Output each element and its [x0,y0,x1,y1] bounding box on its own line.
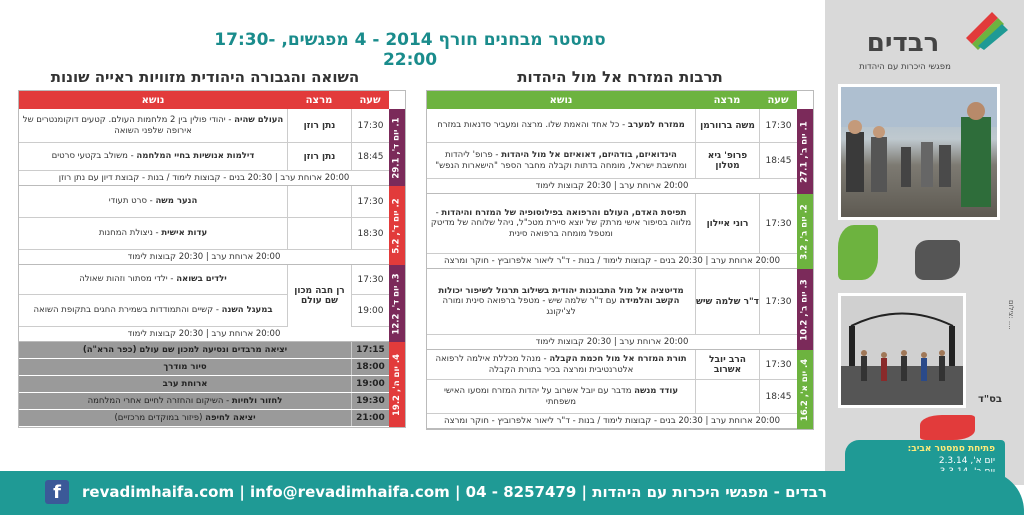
books-logo-icon [962,8,1010,50]
rows-col [427,269,797,335]
header-time: שעה [351,91,389,109]
day-body [19,109,389,186]
photo-auschwitz-gate [838,293,966,408]
topic-bold: ממזרח למערב [627,120,685,131]
cell-lecturer: רוני איילון [695,194,759,253]
day-body [19,265,389,342]
day-label-text: 2. יום ב', 3.2 [799,203,810,260]
cell-time: 19:00 [351,295,389,326]
day-body [427,350,797,429]
topic-text: תפיסת האדם, העולם והרפואה בפילוסופיה של המזרח והיהדות - מלווה בסיפור אישי מרתק של יוצא סיירת מטכ"ל, ניהל שלוחה של מדיטק ומטפל מומחה ברפואה סינית [430,207,692,239]
day-block [427,350,813,429]
table-row [427,269,797,335]
dinner-row: 20:00 ארוחת ערב | 20:30 בנים - קבוצות לימוד / בנות - ד"ר ליאור אלפרוביץ - חוקר ומרצה [427,254,797,269]
table-row [427,380,797,414]
topic-bold: עודד מנשה [634,385,678,396]
table-row [19,410,389,427]
opening-line: יום א', 2.3.14 [938,455,995,466]
topic-bold: הינדואיזם, בודהיזם, דאואיזם אל מול היהדות [501,149,677,160]
table-row [19,143,389,171]
day-body [427,194,797,269]
schedule-table-holocaust [18,90,406,428]
day-block [19,109,405,186]
day-label-text: 2. יום ד', 5.2 [391,197,402,254]
cell-lecturer [695,380,759,413]
dinner-row: 20:00 ארוחת ערב | 20:30 קבוצות לימוד [19,250,389,265]
header-topic: נושא [19,91,287,109]
cell-topic [427,143,695,178]
cell-topic [19,376,351,392]
cell-time: 17:30 [351,186,389,217]
rows-col [427,109,797,179]
topic-text: ילדים בשואה - ילדי מסתור וזהות שאולה [79,274,227,285]
table-row [19,393,389,410]
cell-time: 17:30 [759,194,797,253]
cell-time: 18:45 [759,380,797,413]
cell-time: 17:30 [759,109,797,142]
topic-bold: מדיטציה אל מול התבוננות יהודית בשילוב תרגול לשיפור יכולות הקשב והלמידה [438,285,684,307]
opening-title: פתיחת סמסטר אביב: [907,444,995,454]
topic-text: הינדואיזם, בודהיזם, דאואיזם אל מול היהדות - פרופ' ליהדות ומחשבת ישראל, מומחה בדתות וקבלה מחבר הספר "הישארות הנפש" [435,149,687,171]
topic-text: הנער משה - סרט תעודי [108,196,198,207]
logo-tagline: מפגשי היכרות עם היהדות [859,62,951,72]
rows-col [19,109,389,171]
day-label-text: 3. יום ד', 12.2 [392,272,402,335]
table-row [427,350,797,380]
header-day [797,91,813,109]
day-label-text: 4. יום א', 16.2 [800,358,810,421]
dinner-row: 20:00 ארוחת ערב | 20:30 בנים - קבוצות לימוד / בנות - קבוצת דיון עם נתן רוזן [19,171,389,186]
page-title: סמסטר מבחנים חורף 2014 - 4 מפגשים, 17:30-22:00 [214,30,606,70]
day-label [389,265,405,342]
topic-text: תורת המזרח אל מול חכמת הקבלה - מנהל מכללת אילמה לרפואה אלטרנטיבית ומרצה בכיר בתורת הקבלה [435,353,687,375]
day-label-text: 3. יום ב', 10.2 [800,278,810,341]
header-lecturer: מרצה [695,91,759,109]
day-block [19,186,405,265]
topic-bold: לחזור ולחיות [231,395,283,406]
cell-topic [19,359,351,375]
day-label [797,350,813,429]
cell-time: 17:30 [351,109,389,142]
cell-lecturer: נתן רוזן [287,143,351,170]
cell-time: 21:00 [351,410,389,426]
deco-shape-red [920,415,975,440]
dinner-row: 20:00 ארוחת ערב | 20:30 קבוצות לימוד [427,335,797,350]
day-block [427,269,813,350]
day-block [19,265,405,342]
dinner-row: 20:00 ארוחת ערב | 20:30 בנים - קבוצות לימוד / בנות - ד"ר ליאור אלפרוביץ - חוקר ומרצה [427,414,797,429]
day-body [427,269,797,350]
cell-time: 17:15 [351,342,389,358]
cell-time: 18:00 [351,359,389,375]
day-rows [427,194,797,254]
table-header [427,91,813,109]
cell-topic [427,269,695,334]
day-label [797,194,813,269]
photo-credit: צילום: .... [1007,300,1015,330]
table-header [19,91,405,109]
rows-col [19,186,389,250]
cell-time: 18:45 [759,143,797,178]
day-label [389,109,405,186]
cell-time: 17:30 [759,269,797,334]
logo: רבדים [866,28,940,58]
table-row [19,186,389,218]
day-rows [427,350,797,414]
topic-text: סיור מודרך [163,361,207,372]
schedule-table-east [426,90,814,430]
right-column-title: תרבות המזרח אל מול היהדות [517,68,723,86]
table-row [19,218,389,250]
cell-lecturer: פרופ' גיא מטלון [695,143,759,178]
cell-topic [19,265,287,294]
cell-time: 18:45 [351,143,389,170]
topic-bold: תורת המזרח אל מול חכמת הקבלה [549,353,687,364]
topic-bold: עדות אישית [161,228,208,239]
table-row [19,342,389,359]
day-label-text: 1. יום ד', 29.1 [392,116,402,179]
table-row [427,194,797,254]
topic-bold: יציאה לחיפה [205,412,256,423]
day-block [19,342,405,427]
topic-text: ממזרח למערב - כל אחד והאמת שלו. מרצה ומעביר סדנאות במזרח [437,120,685,131]
topic-bold: במעגל השנה [221,305,273,316]
day-label [389,186,405,265]
cell-topic [19,109,287,142]
table-row [19,109,389,143]
header-day [389,91,405,109]
cell-lecturer: נתן רוזן [287,109,351,142]
day-rows [19,186,389,250]
topic-text: העולם שהיה - יהודי פולין בין 2 מלחמות העולם. קטעים דוקומנטרים של אירופה שלפני השואה [22,114,284,136]
table-row [427,143,797,179]
dinner-row: 20:00 ארוחת ערב | 20:30 קבוצות לימוד [19,327,389,342]
topic-text: במעגל השנה - קשיים והתמודדות בשמירת החגים בתקופת השואה [33,305,273,316]
topic-bold: העולם שהיה [234,114,284,125]
cell-topic [427,194,695,253]
day-rows [427,109,797,179]
cell-lecturer-merged: רן חבה מכון שם עולם [287,265,351,327]
topic-text: עדות אישית - ניצולת המחנות [98,228,208,239]
rows-col [427,194,797,254]
cell-lecturer [287,218,351,249]
topic-bold: ילדים בשואה [176,274,227,285]
topic-text: יציאה מרבדים ונסיעה למכון שם עולם (כפר הרא"ה) [82,344,288,355]
day-label [389,342,405,427]
topic-bold: דילמות אנושיות בחיי המלחמה [136,151,255,162]
topic-text: לחזור ולחיות - השיקום והחזרה לחיים אחרי המלחמה [87,395,283,406]
cell-topic [19,342,351,358]
topic-text: עודד מנשה מדבר עם יובל אשרוב על יהדות המזרח ומסעו האישי משפחתי [444,385,678,407]
left-column-title: השואה והגבורה היהודית מזוויות ראייה שונות [50,68,360,86]
day-body [427,109,797,194]
topic-text: מדיטציה אל מול התבוננות יהודית בשילוב תרגול לשיפור יכולות הקשב והלמידה עם ד"ר שלמה שיש - מטפל ברפואה סינית ומורה לצ'יקונג [438,285,684,317]
topic-bold: הנער משה [155,196,198,207]
cell-topic [427,350,695,379]
cell-time: 18:30 [351,218,389,249]
cell-lecturer: משה ברוורמן [695,109,759,142]
cell-time: 17:30 [351,265,389,294]
topic-text: יציאה לחיפה (פיזור במוקדים מרכזיים) [114,412,256,423]
cell-topic [19,143,287,170]
photo-group-outdoor [838,84,1000,220]
cell-lecturer [287,186,351,217]
day-body [19,342,389,427]
table-row [427,109,797,143]
cell-time: 19:00 [351,376,389,392]
footer-contact: revadimhaifa.com | info@revadimhaifa.com | 04 - 8257479 | רבדים - מפגשי היכרות עם היהדות [82,483,827,501]
day-label-text: 4. יום ה', 19.2 [392,353,402,416]
cell-time: 17:30 [759,350,797,379]
deco-shape-green [838,225,878,280]
day-rows [427,269,797,335]
topic-text: ארוחת ערב [162,378,208,389]
cell-topic [19,295,287,326]
deco-shape-gray [915,240,960,280]
dinner-row: 20:00 ארוחת ערב | 20:30 קבוצות לימוד [427,179,797,194]
cell-lecturer: הרב יובל אשרוב [695,350,759,379]
topic-bold: תפיסת האדם, העולם והרפואה בפילוסופיה של המזרח והיהדות [441,207,687,218]
cell-lecturer: ד"ר שלמה שיש [695,269,759,334]
header-time: שעה [759,91,797,109]
topic-text: דילמות אנושיות בחיי המלחמה - משולב בקטעי סרטים [51,151,255,162]
cell-topic [19,218,287,249]
cell-time: 19:30 [351,393,389,409]
cell-topic [427,109,695,142]
table-row [19,359,389,376]
bsd-mark: בס"ד [978,394,1002,405]
facebook-icon[interactable]: f [45,480,69,504]
day-label [797,109,813,194]
day-block [427,194,813,269]
cell-topic [19,410,351,426]
day-body [19,186,389,265]
day-rows [19,109,389,171]
table-row [19,376,389,393]
rows-col [427,350,797,414]
header-lecturer: מרצה [287,91,351,109]
header-topic: נושא [427,91,695,109]
day-block [427,109,813,194]
cell-topic [19,393,351,409]
day-label [797,269,813,350]
day-label-text: 1. יום ב', 27.1 [800,120,810,183]
cell-topic [19,186,287,217]
cell-topic [427,380,695,413]
